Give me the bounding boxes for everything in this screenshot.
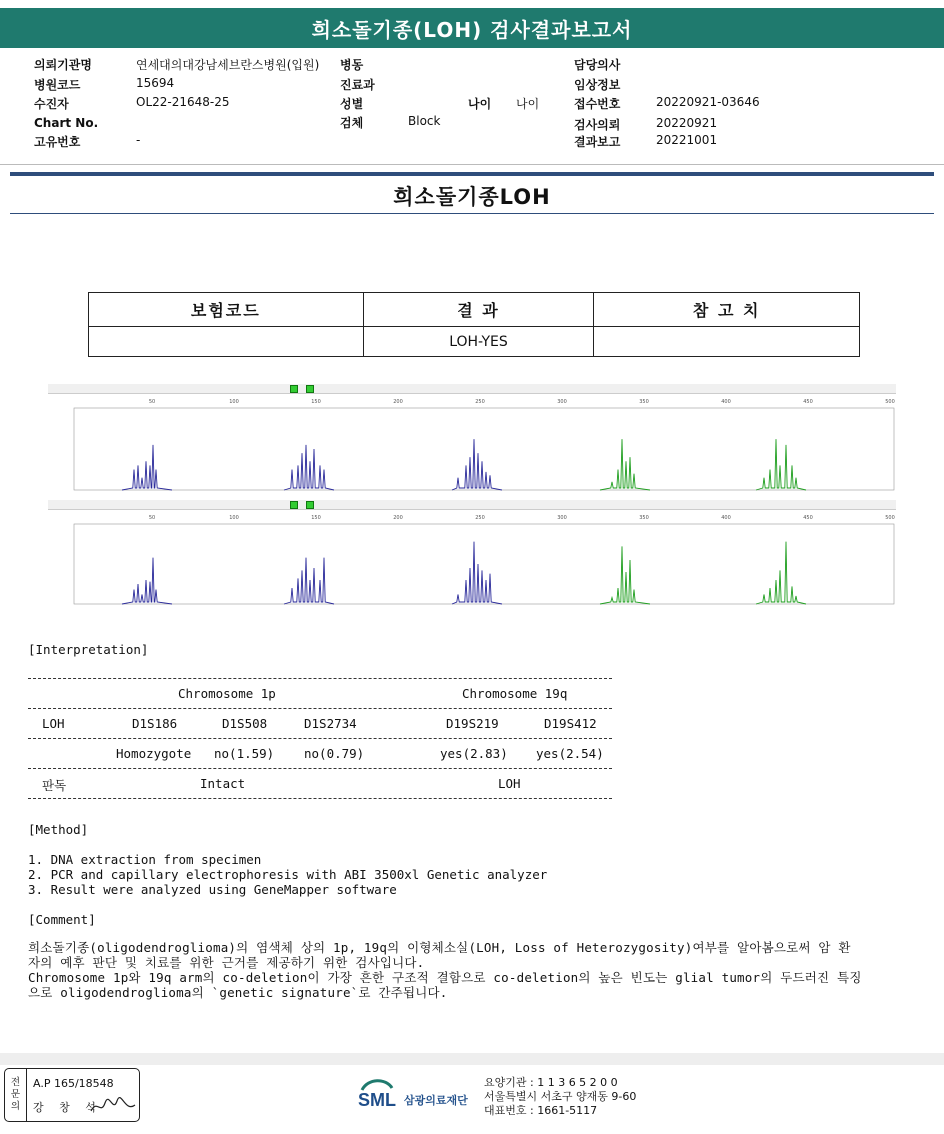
axis-tick-label: 400 — [721, 399, 731, 405]
care-institution-no: 요양기관 : 1 1 3 6 5 2 0 0 — [484, 1076, 618, 1089]
patient-value: OL22-21648-25 — [136, 95, 230, 109]
logo-sub: 삼광의료재단 — [404, 1094, 468, 1107]
footer-address — [484, 1076, 636, 1118]
cell-reference — [594, 327, 860, 357]
value-d19s412: yes(2.54) — [536, 746, 604, 761]
clinical-label: 임상정보 — [574, 78, 621, 92]
doctor-label: 담당의사 — [574, 58, 621, 72]
value-d1s186: Homozygote — [116, 746, 192, 761]
panel-toggle-icon[interactable] — [306, 385, 314, 393]
axis-tick-label: 150 — [311, 399, 321, 405]
electropherogram-toolbar — [48, 384, 896, 394]
comment-heading: [Comment] — [28, 912, 96, 927]
ap-number: A.P 165/18548 — [33, 1077, 114, 1090]
hospital-code-value: 15694 — [136, 76, 175, 90]
plot-area — [74, 408, 894, 490]
logo-text: SML — [358, 1090, 396, 1110]
unique-no-label: 고유번호 — [34, 135, 81, 149]
phone: 대표번호 : 1661-5117 — [484, 1104, 598, 1117]
panel-toggle-icon[interactable] — [290, 385, 298, 393]
dashed-divider — [28, 768, 612, 769]
value-d19s219: yes(2.83) — [440, 746, 508, 761]
cell-result: LOH-YES — [363, 327, 594, 357]
section-rule-thin — [10, 213, 934, 214]
col-result: 결 과 — [363, 293, 594, 327]
comment-body — [28, 940, 920, 1000]
sex-label: 성별 — [340, 97, 364, 111]
axis-tick-label: 300 — [557, 515, 567, 521]
comment-line: Chromosome 1p와 19q arm의 co-deletion이 가장 흔한 구조적 결함으로 co-deletion의 높은 빈도는 glial tumor의 두드러진 특징 — [28, 970, 862, 985]
electropherogram-plot — [48, 510, 896, 606]
marker-d1s2734: D1S2734 — [304, 716, 357, 731]
comment-line: 자의 예후 판단 및 치료를 위한 근거를 제공하기 위한 검사입니다. — [28, 955, 425, 970]
age-value: 나이 — [516, 97, 540, 111]
judge-label: 판독 — [42, 778, 67, 793]
axis-tick-label: 200 — [393, 399, 403, 405]
axis-tick-label: 100 — [229, 515, 239, 521]
method-line: 3. Result were analyzed using GeneMapper software — [28, 882, 397, 897]
comment-line: 으로 oligodendroglioma의 `genetic signature`로 간주됩니다. — [28, 985, 448, 1000]
institution-label: 의뢰기관명 — [34, 58, 92, 72]
sml-logo-icon — [356, 1076, 476, 1116]
report-date-label: 결과보고 — [574, 135, 621, 149]
specimen-label: 검체 — [340, 116, 364, 130]
axis-tick-label: 50 — [148, 399, 156, 405]
judge-1p: Intact — [200, 776, 246, 791]
hospital-code-label: 병원코드 — [34, 78, 81, 92]
loh-row-label: LOH — [42, 716, 65, 731]
institution-value: 연세대의대강남세브란스병원(입원) — [136, 58, 320, 72]
axis-tick-label: 300 — [557, 399, 567, 405]
axis-tick-label: 500 — [885, 399, 895, 405]
specimen-value: Block — [408, 114, 441, 128]
chart-no-label: Chart No. — [34, 116, 99, 130]
axis-tick-label: 450 — [803, 515, 813, 521]
patient-label: 수진자 — [34, 97, 69, 111]
section-rule-thick — [10, 172, 934, 176]
electropherogram-normal — [48, 500, 896, 606]
axis-tick-label: 250 — [475, 399, 485, 405]
method-line: 2. PCR and capillary electrophoresis with ABI 3500xl Genetic analyzer — [28, 867, 548, 882]
request-label: 검사의뢰 — [574, 118, 621, 132]
dept-label: 진료과 — [340, 78, 375, 92]
judge-19q: LOH — [498, 776, 521, 791]
specialist-name: 강 창 석 — [33, 1101, 102, 1114]
request-value: 20220921 — [656, 116, 718, 130]
footer-band — [0, 1053, 944, 1065]
report-title-bar — [0, 8, 944, 48]
interpretation-heading: [Interpretation] — [28, 642, 149, 657]
marker-d1s186: D1S186 — [132, 716, 178, 731]
report-title: 희소돌기종(LOH) 검사결과보고서 — [311, 17, 633, 42]
dashed-divider — [28, 708, 612, 709]
value-d1s2734: no(0.79) — [304, 746, 365, 761]
comment-line: 희소돌기종(oligodendroglioma)의 염색체 상의 1p, 19q의 이형체소실(LOH, Loss of Heterozygosity)여부를 알아봄으로써 암 환 — [28, 940, 851, 955]
plot-area — [74, 524, 894, 604]
cell-insurance-code — [89, 327, 364, 357]
test-title: 희소돌기종LOH — [393, 185, 551, 209]
axis-tick-label: 200 — [393, 515, 403, 521]
header-divider — [0, 164, 944, 165]
specialist-vertical-label: 전 문 의 — [5, 1069, 27, 1121]
electropherogram-toolbar — [48, 500, 896, 510]
result-table — [88, 292, 860, 357]
axis-tick-label: 350 — [639, 515, 649, 521]
marker-d19s219: D19S219 — [446, 716, 499, 731]
receipt-value: 20220921-03646 — [656, 95, 760, 109]
axis-tick-label: 450 — [803, 399, 813, 405]
method-heading: [Method] — [28, 822, 89, 837]
electropherogram-plot — [48, 394, 896, 492]
axis-tick-label: 150 — [311, 515, 321, 521]
axis-tick-label: 100 — [229, 399, 239, 405]
axis-tick-label: 50 — [148, 515, 156, 521]
axis-tick-label: 250 — [475, 515, 485, 521]
axis-tick-label: 350 — [639, 399, 649, 405]
marker-d1s508: D1S508 — [222, 716, 268, 731]
dashed-divider — [28, 798, 612, 799]
unique-no-value: - — [136, 133, 141, 147]
axis-tick-label: 400 — [721, 515, 731, 521]
chr1p-header: Chromosome 1p — [178, 686, 276, 701]
panel-toggle-icon[interactable] — [290, 501, 298, 509]
electropherogram-tumor — [48, 384, 896, 492]
ward-label: 병동 — [340, 58, 364, 72]
chr19q-header: Chromosome 19q — [462, 686, 568, 701]
address: 서울특별시 서초구 양재동 9-60 — [484, 1090, 637, 1103]
receipt-label: 접수번호 — [574, 97, 621, 111]
value-d1s508: no(1.59) — [214, 746, 275, 761]
axis-tick-label: 500 — [885, 515, 895, 521]
col-insurance-code: 보험코드 — [89, 293, 364, 327]
specialist-signature-box — [4, 1068, 140, 1122]
dashed-divider — [28, 738, 612, 739]
marker-d19s412: D19S412 — [544, 716, 597, 731]
dashed-divider — [28, 678, 612, 679]
sml-logo — [356, 1076, 476, 1116]
handwritten-signature — [89, 1095, 137, 1117]
age-label: 나이 — [468, 97, 492, 111]
report-date-value: 20221001 — [656, 133, 718, 147]
panel-toggle-icon[interactable] — [306, 501, 314, 509]
col-reference: 참 고 치 — [594, 293, 860, 327]
method-line: 1. DNA extraction from specimen — [28, 852, 262, 867]
